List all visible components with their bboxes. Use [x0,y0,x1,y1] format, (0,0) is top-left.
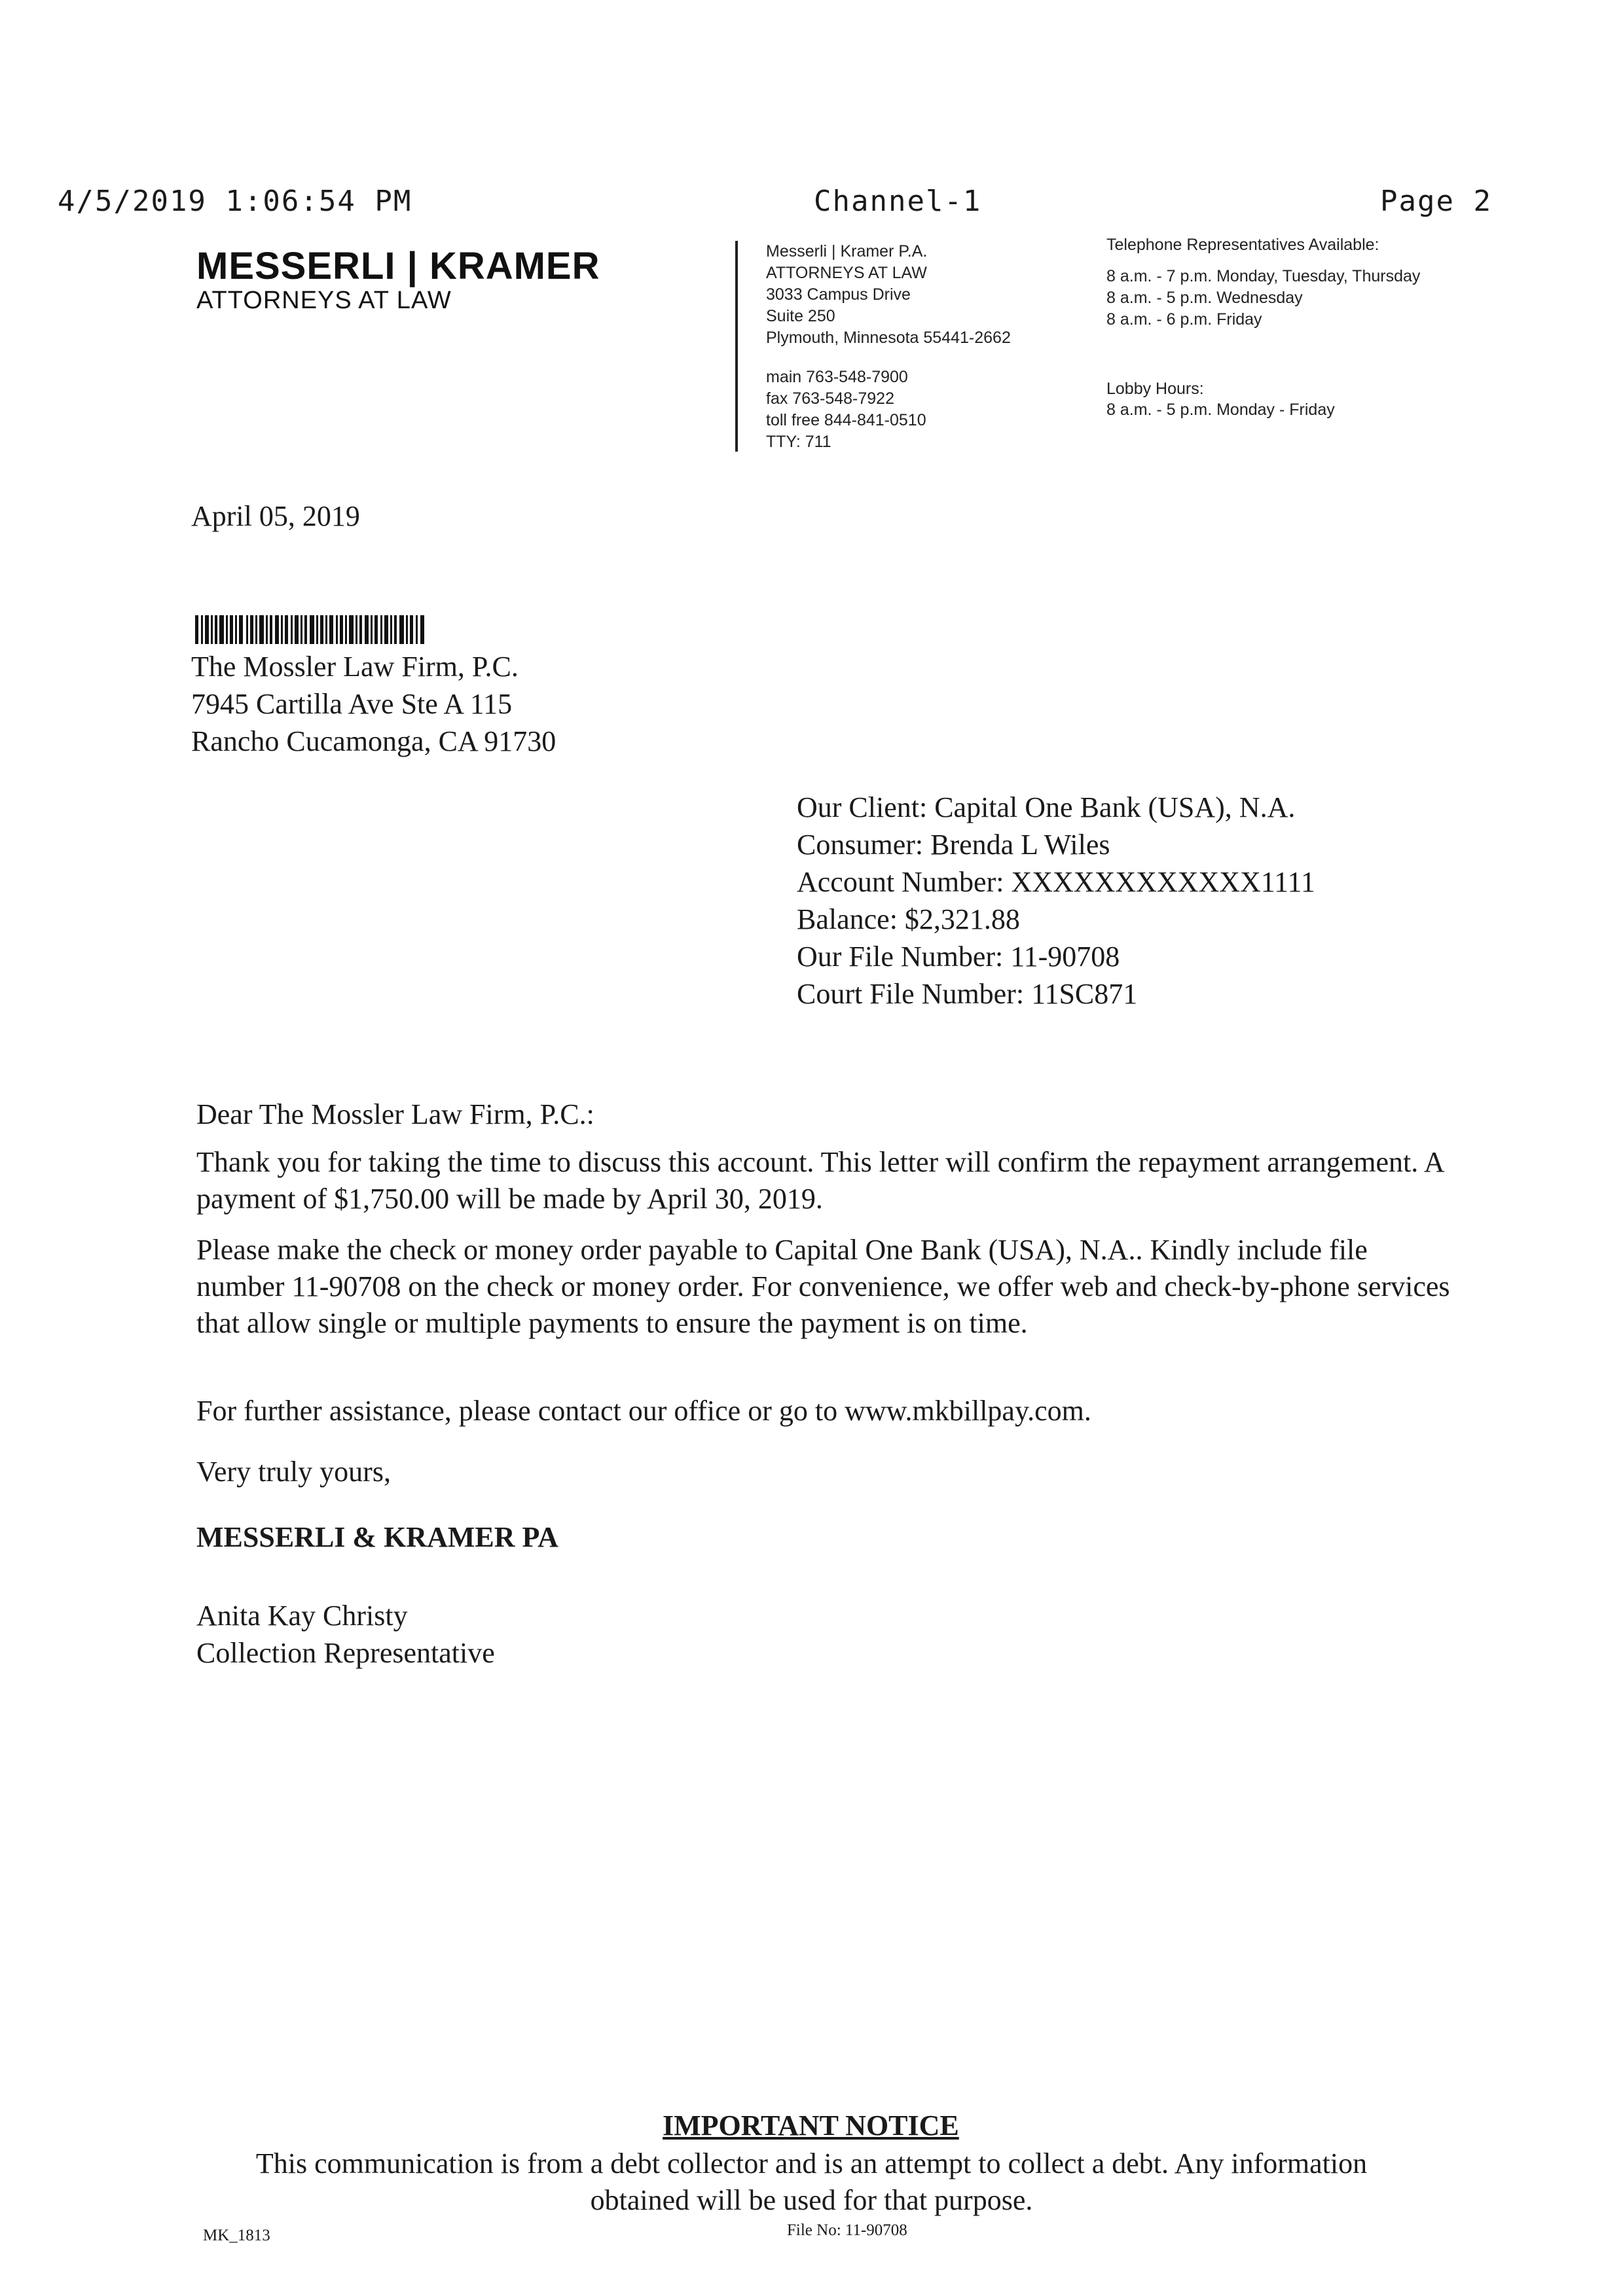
address-line: Messerli | Kramer P.A. [766,242,928,260]
reference-file-number: Our File Number: 11-90708 [797,941,1120,973]
lobby-hours-title: Lobby Hours: [1106,380,1204,398]
firm-logo-name: MESSERLI | KRAMER [196,245,600,287]
phone-hours-line: 8 a.m. - 6 p.m. Friday [1106,310,1262,329]
firm-address [766,241,1011,349]
important-notice-text [131,2145,1492,2219]
contact-line: fax 763-548-7922 [766,389,894,408]
body-paragraph-1: Thank you for taking the time to discuss this account. This letter will confirm the repayment arrangement. A payment of $1,750.00 will be made by April 30, 2019. [196,1146,1444,1215]
reference-client: Our Client: Capital One Bank (USA), N.A. [797,791,1296,823]
account-reference [797,789,1315,1013]
signature-firm: MESSERLI & KRAMER PA [196,1521,558,1553]
recipient-line: 7945 Cartilla Ave Ste A 115 [191,688,513,720]
important-notice-title: IMPORTANT NOTICE [663,2109,959,2142]
phone-hours-line: 8 a.m. - 5 p.m. Wednesday [1106,289,1303,307]
contact-line: main 763-548-7900 [766,368,908,386]
address-line: Plymouth, Minnesota 55441-2662 [766,329,1011,347]
phone-hours [1106,266,1420,331]
address-line: Suite 250 [766,307,835,325]
lobby-hours: 8 a.m. - 5 p.m. Monday - Friday [1106,401,1335,419]
letter-date: April 05, 2019 [191,500,360,532]
body-paragraph-2: Please make the check or money order payable to Capital One Bank (USA), N.A.. Kindly include file number 11-90708 on the check or money order. For convenience, we offer web and check-by-phone services that allow single or multiple payments to ensure the payment is on time. [196,1234,1450,1339]
reference-balance: Balance: $2,321.88 [797,903,1020,935]
notice-line: This communication is from a debt collector and is an attempt to collect a debt. Any information [255,2147,1368,2179]
address-line: 3033 Campus Drive [766,285,911,304]
phone-hours-line: 8 a.m. - 7 p.m. Monday, Tuesday, Thursday [1106,267,1421,285]
phone-hours-title: Telephone Representatives Available: [1106,236,1379,254]
reference-court-file-number: Court File Number: 11SC871 [797,978,1138,1010]
body-paragraph-3: For further assistance, please contact our office or go to www.mkbillpay.com. [196,1395,1091,1427]
signer-name: Anita Kay Christy [196,1600,408,1632]
recipient-line: The Mossler Law Firm, P.C. [191,651,519,683]
contact-line: toll free 844-841-0510 [766,411,926,429]
letterhead-divider [735,241,738,452]
postal-barcode [195,615,426,644]
address-line: ATTORNEYS AT LAW [766,264,927,282]
reference-account-number: Account Number: XXXXXXXXXXXX1111 [797,866,1315,898]
salutation: Dear The Mossler Law Firm, P.C.: [196,1098,594,1130]
firm-logo-subtitle: ATTORNEYS AT LAW [196,287,452,314]
recipient-address [191,648,556,760]
form-code: MK_1813 [203,2227,270,2244]
reference-consumer: Consumer: Brenda L Wiles [797,829,1110,861]
closing: Very truly yours, [196,1456,391,1488]
signer-title: Collection Representative [196,1637,495,1669]
footer-file-number: File No: 11-90708 [787,2221,907,2239]
firm-contact [766,367,926,453]
recipient-line: Rancho Cucamonga, CA 91730 [191,725,556,757]
fax-timestamp: 4/5/2019 1:06:54 PM [58,185,412,218]
notice-line: obtained will be used for that purpose. [590,2184,1033,2216]
fax-page-number: Page 2 [1380,185,1492,218]
fax-channel: Channel-1 [814,185,982,218]
contact-line: TTY: 711 [766,433,831,451]
